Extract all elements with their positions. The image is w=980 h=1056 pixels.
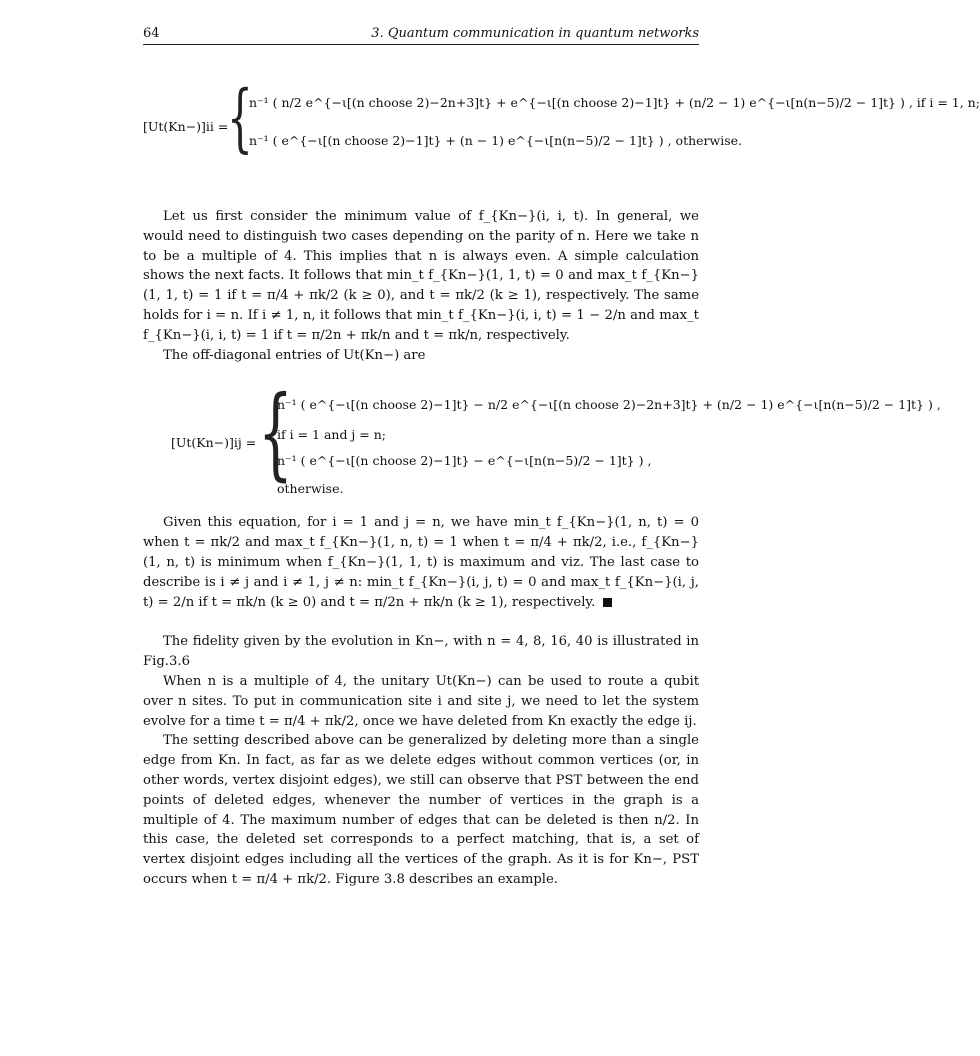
equation-off-diagonal-row-1: n⁻¹ ( e^{−ι[(n choose 2)−1]t} − n/2 e^{−ι[(n choose 2)−2n+3]t} + (n/2 − 1) e^{−ι[n(n−5)/2 − 1]t} ) , bbox=[277, 397, 941, 413]
qed-square-icon bbox=[603, 598, 612, 607]
paragraph-off-diagonal-intro: The off-diagonal entries of Ut(Kn−) are bbox=[163, 347, 426, 363]
paragraph-off-diagonal-analysis bbox=[143, 513, 699, 612]
equation-off-diagonal-row-4: otherwise. bbox=[277, 481, 344, 497]
equation-diagonal-case-1: n⁻¹ ( n/2 e^{−ι[(n choose 2)−2n+3]t} + e^{−ι[(n choose 2)−1]t} + (n/2 − 1) e^{−ι[n(n−5)/2 − 1]t} ) , if i = 1, n; bbox=[249, 95, 980, 110]
equation-diagonal-lhs: [Ut(Kn−)]ii = bbox=[143, 119, 229, 134]
page-number: 64 bbox=[143, 26, 160, 41]
page-body bbox=[143, 26, 980, 890]
equation-off-diagonal-lhs: [Ut(Kn−)]ij = bbox=[171, 435, 257, 451]
paragraph-generalization: The setting described above can be generalized by deleting more than a single edge from Kn. In fact, as far as we delete edges without common vertices (or, in other words, vertex disjoint edges), we still can observe that PST between the end points of deleted edges, whenever the number of vertices in the graph is a multiple of 4. The maximum number of edges that can be deleted is then n/2. In this case, the deleted set corresponds to a perfect matching, that is, a set of vertex disjoint edges including all the vertices of the graph. As it is for Kn−, PST occurs when t = π/4 + πk/2. Figure 3.8 describes an example. bbox=[143, 733, 699, 887]
equation-brace-2: { bbox=[258, 374, 293, 492]
running-header bbox=[143, 26, 699, 45]
equation-diagonal-case-2: n⁻¹ ( e^{−ι[(n choose 2)−1]t} + (n − 1) e^{−ι[n(n−5)/2 − 1]t} ) , otherwise. bbox=[249, 133, 742, 148]
chapter-title: 3. Quantum communication in quantum networks bbox=[371, 26, 699, 41]
paragraph-fidelity-figure: The fidelity given by the evolution in Kn−, with n = 4, 8, 16, 40 is illustrated in Fig.3.6 bbox=[143, 634, 699, 670]
paragraph-routing: When n is a multiple of 4, the unitary Ut(Kn−) can be used to route a qubit over n sites. To put in communication site i and site j, we need to let the system evolve for a time t = π/4 + πk/2, once we have deleted from Kn exactly the edge ij. bbox=[143, 673, 699, 729]
equation-off-diagonal-row-3: n⁻¹ ( e^{−ι[(n choose 2)−1]t} − e^{−ι[n(n−5)/2 − 1]t} ) , bbox=[277, 453, 652, 469]
equation-off-diagonal-row-2: if i = 1 and j = n; bbox=[277, 427, 386, 443]
paragraph-off-diagonal-analysis-text: Given this equation, for i = 1 and j = n, we have min_t f_{Kn−}(1, n, t) = 0 when t = πk/2 and max_t f_{Kn−}(1, n, t) = 1 when t = π/4 + πk/2, i.e., f_{Kn−}(1, n, t) is minimum when f_{Kn−}(1, 1, t) is maximum and viz. The last case to describe is i ≠ j and i ≠ 1, j ≠ n: min_t f_{Kn−}(i, j, t) = 0 and max_t f_{Kn−}(i, j, t) = 2/n if t = πk/n (k ≥ 0) and t = π/2n + πk/n (k ≥ 1), respectively. bbox=[143, 515, 699, 610]
equation-off-diagonal bbox=[143, 365, 941, 505]
equation-brace: { bbox=[227, 75, 253, 161]
paragraph-min-diagonal: Let us first consider the minimum value of f_{Kn−}(i, i, t). In general, we would need to distinguish two cases depending on the parity of n. Here we take n to be a multiple of 4. This implies that n is always even. A simple calculation shows the next facts. It follows that min_t f_{Kn−}(1, 1, t) = 0 and max_t f_{Kn−}(1, 1, t) = 1 if t = π/4 + πk/2 (k ≥ 0), and t = πk/2 (k ≥ 1), respectively. The same holds for i = n. If i ≠ 1, n, it follows that min_t f_{Kn−}(i, i, t) = 1 − 2/n and max_t f_{Kn−}(i, i, t) = 1 if t = π/2n + πk/n and t = πk/n, respectively. bbox=[143, 209, 699, 343]
equation-diagonal bbox=[143, 45, 980, 175]
